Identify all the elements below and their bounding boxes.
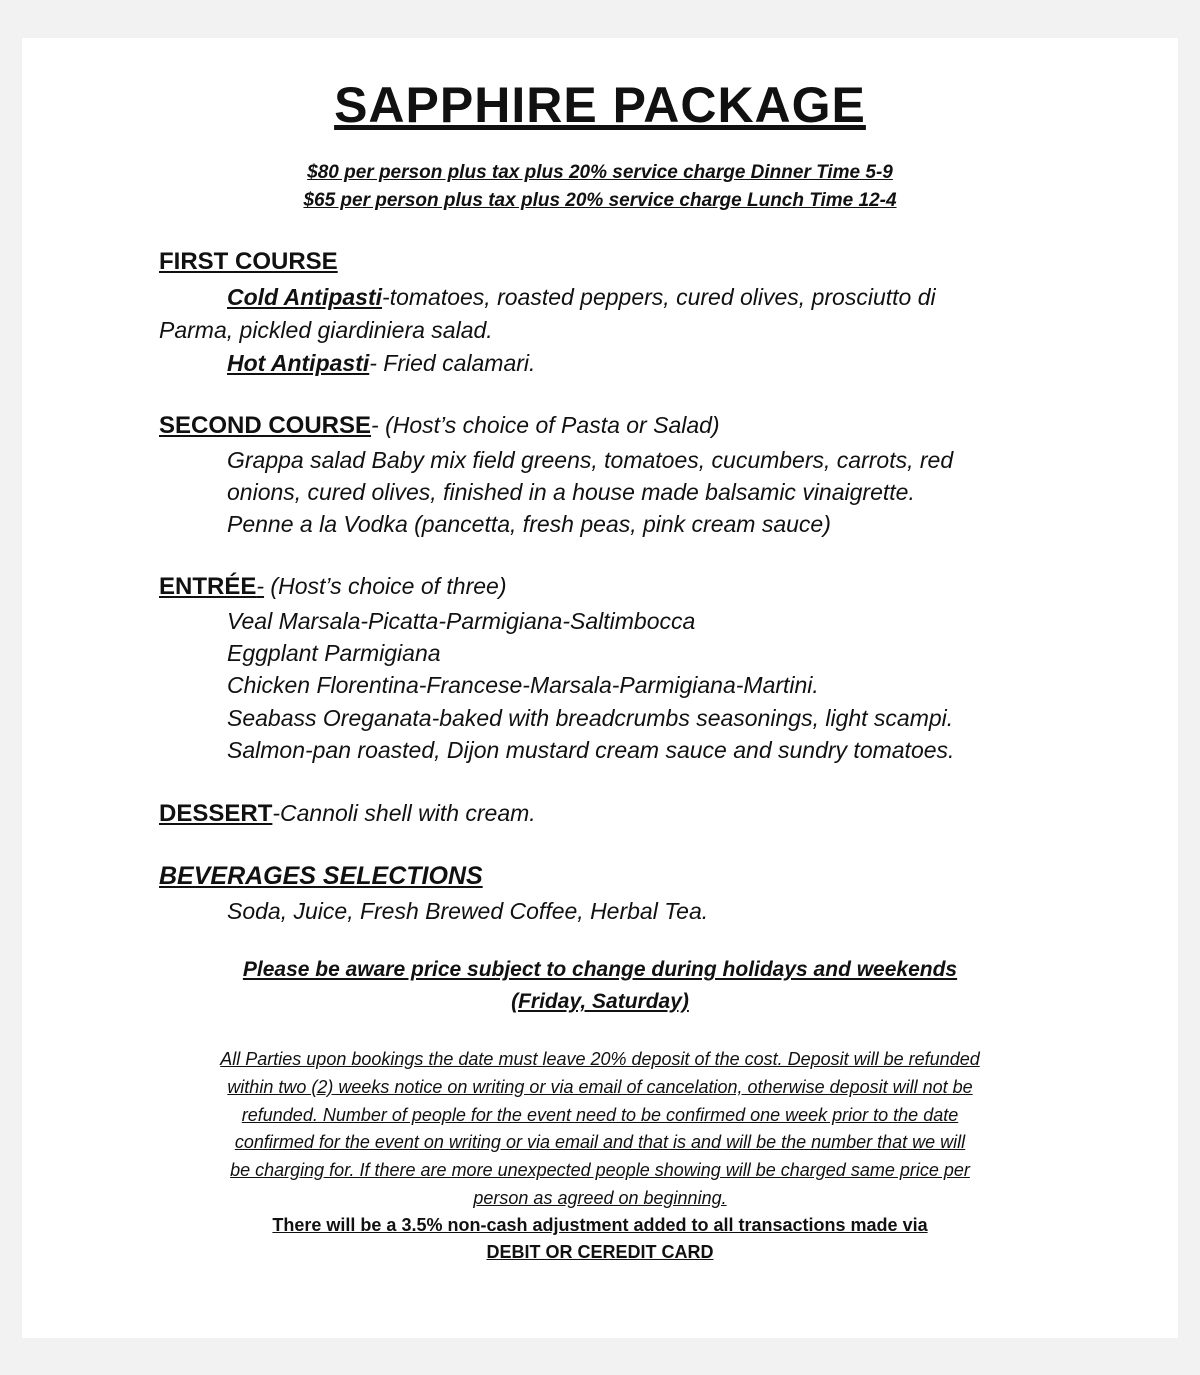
lunch-price: $65 per person plus tax plus 20% service charge Lunch Time 12-4 [303,190,897,211]
card-adjustment-notice: There will be a 3.5% non-cash adjustment added to all transactions made via [272,1215,928,1235]
entree-item: Eggplant Parmigiana [227,640,441,666]
price-notice-days: (Friday, Saturday) [511,990,689,1013]
price-notice: Please be aware price subject to change during holidays and weekends [242,958,958,981]
terms-line: person as agreed on beginning. [473,1188,727,1208]
beverages-heading: BEVERAGES SELECTIONS [159,862,483,890]
first-course-heading: FIRST COURSE [159,248,338,275]
second-course-line [159,412,720,440]
entree-item: Chicken Florentina-Francese-Marsala-Parmigiana-Martini. [227,672,819,698]
second-course-heading: SECOND COURSE [159,412,372,439]
beverages-text: Soda, Juice, Fresh Brewed Coffee, Herbal Tea. [227,898,709,924]
terms-line: within two (2) weeks notice on writing or via email of cancelation, otherwise deposit will not be [227,1077,973,1097]
card-adjustment-method: DEBIT OR CEREDIT CARD [486,1242,714,1262]
terms-line: be charging for. If there are more unexpected people showing will be charged same price per [230,1160,970,1180]
dessert-heading: DESSERT [159,800,273,827]
dessert-line [159,800,536,828]
terms-line: confirmed for the event on writing or via email and that is and will be the number that we will [234,1132,966,1152]
entree-heading: ENTRÉE [159,573,257,600]
page-title: SAPPHIRE PACKAGE [334,77,866,133]
terms-line: refunded. Number of people for the event need to be confirmed one week prior to the date [241,1105,959,1125]
cold-antipasti-label: Cold Antipasti [227,284,383,310]
hot-antipasti-text: - Fried calamari. [369,350,536,376]
entree-dash: - [256,573,265,599]
dessert-text: -Cannoli shell with cream. [272,800,536,826]
entree-line [159,573,507,601]
cold-antipasti-line [227,284,936,311]
hot-antipasti-line [227,350,535,377]
cold-antipasti-text-cont: Parma, pickled giardiniera salad. [159,317,493,343]
cold-antipasti-text: -tomatoes, roasted peppers, cured olives, prosciutto di [382,284,936,310]
second-course-item: onions, cured olives, finished in a house made balsamic vinaigrette. [227,479,915,505]
second-course-item: Grappa salad Baby mix field greens, tomatoes, cucumbers, carrots, red [227,447,954,473]
dinner-price: $80 per person plus tax plus 20% service charge Dinner Time 5-9 [307,162,893,183]
entree-item: Seabass Oreganata-baked with breadcrumbs seasonings, light scampi. [227,705,954,731]
second-course-note: - (Host’s choice of Pasta or Salad) [371,412,720,438]
second-course-item: Penne a la Vodka (pancetta, fresh peas, pink cream sauce) [227,511,831,537]
entree-item: Salmon-pan roasted, Dijon mustard cream sauce and sundry tomatoes. [227,737,955,763]
entree-item: Veal Marsala-Picatta-Parmigiana-Saltimbocca [227,608,696,634]
hot-antipasti-label: Hot Antipasti [227,350,370,376]
menu-page [22,38,1178,1338]
entree-note: (Host’s choice of three) [264,573,507,599]
terms-line: All Parties upon bookings the date must leave 20% deposit of the cost. Deposit will be refunded [220,1049,980,1069]
